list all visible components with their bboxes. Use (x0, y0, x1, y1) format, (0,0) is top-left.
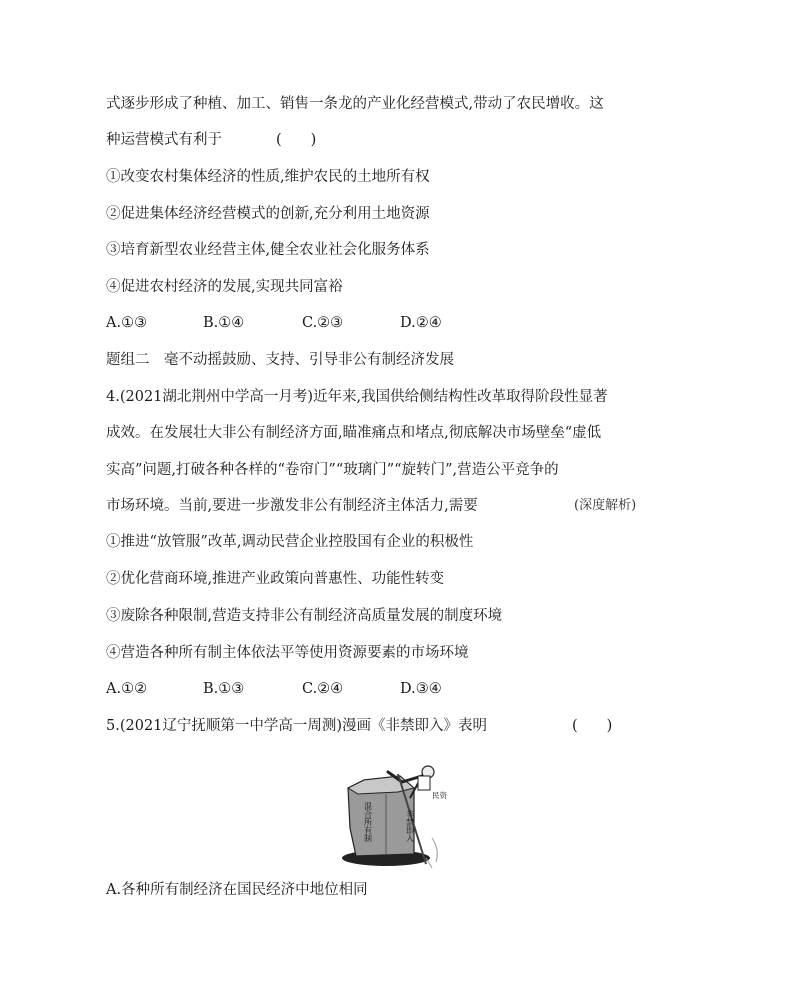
cartoon-label-pole: 非禁即入 (405, 810, 415, 842)
q3-option-c: C.②③ (302, 315, 344, 331)
cartoon-illustration (340, 758, 455, 868)
q3-stem-line-2: 种运营模式有利于 (106, 132, 222, 148)
cartoon-label-box: 混合所有制 (363, 802, 373, 842)
q3-statement-3: ③培育新型农业经营主体,健全农业社会化服务体系 (106, 242, 430, 258)
q4-option-d: D.③④ (400, 681, 442, 697)
cartoon-person-shirt (418, 776, 430, 790)
q4-stem-line-1: 4.(2021湖北荆州中学高一月考)近年来,我国供给侧结构性改革取得阶段性显著 (106, 389, 608, 405)
q3-statement-2: ②促进集体经济经营模式的创新,充分利用土地资源 (106, 206, 430, 222)
q4-statement-2: ②优化营商环境,推进产业政策向普惠性、功能性转变 (106, 571, 445, 587)
q4-statement-3: ③废除各种限制,营造支持非公有制经济高质量发展的制度环境 (106, 608, 503, 624)
q4-analysis-tag: (深度解析) (574, 498, 637, 513)
q4-stem-line-2: 成效。在发展壮大非公有制经济方面,瞄准痛点和堵点,彻底解决市场壁垒“虚低 (106, 425, 602, 441)
cartoon-label-person: 民资 (432, 791, 447, 800)
q5-stem: 5.(2021辽宁抚顺第一中学高一周测)漫画《非禁即入》表明 (106, 718, 488, 734)
q5-option-a: A.各种所有制经济在国民经济中地位相同 (106, 882, 368, 898)
q4-statement-1: ①推进“放管服”改革,调动民营企业控股国有企业的积极性 (106, 534, 474, 550)
q4-option-c: C.②④ (302, 681, 344, 697)
q4-option-b: B.①③ (203, 681, 245, 697)
q3-option-d: D.②④ (400, 315, 442, 331)
q4-stem-line-4: 市场环境。当前,要进一步激发非公有制经济主体活力,需要 (106, 498, 478, 514)
cartoon-motion-line (432, 838, 437, 862)
q4-option-a: A.①② (106, 681, 148, 697)
q5-answer-blank: ( ) (572, 718, 613, 734)
q4-stem-line-3: 实高”问题,打破各种各样的“卷帘门”“玻璃门”“旋转门”,营造公平竞争的 (106, 462, 559, 478)
group2-heading: 题组二 毫不动摇鼓励、支持、引导非公有制经济发展 (106, 352, 454, 368)
q3-option-a: A.①③ (106, 315, 148, 331)
q3-stem-line-1: 式逐步形成了种植、加工、销售一条龙的产业化经营模式,带动了农民增收。这 (106, 96, 604, 112)
q4-statement-4: ④营造各种所有制主体依法平等使用资源要素的市场环境 (106, 645, 469, 661)
q3-statement-4: ④促进农村经济的发展,实现共同富裕 (106, 279, 343, 295)
q3-statement-1: ①改变农村集体经济的性质,维护农民的土地所有权 (106, 169, 430, 185)
q3-answer-blank: ( ) (276, 132, 317, 148)
q3-option-b: B.①④ (203, 315, 245, 331)
